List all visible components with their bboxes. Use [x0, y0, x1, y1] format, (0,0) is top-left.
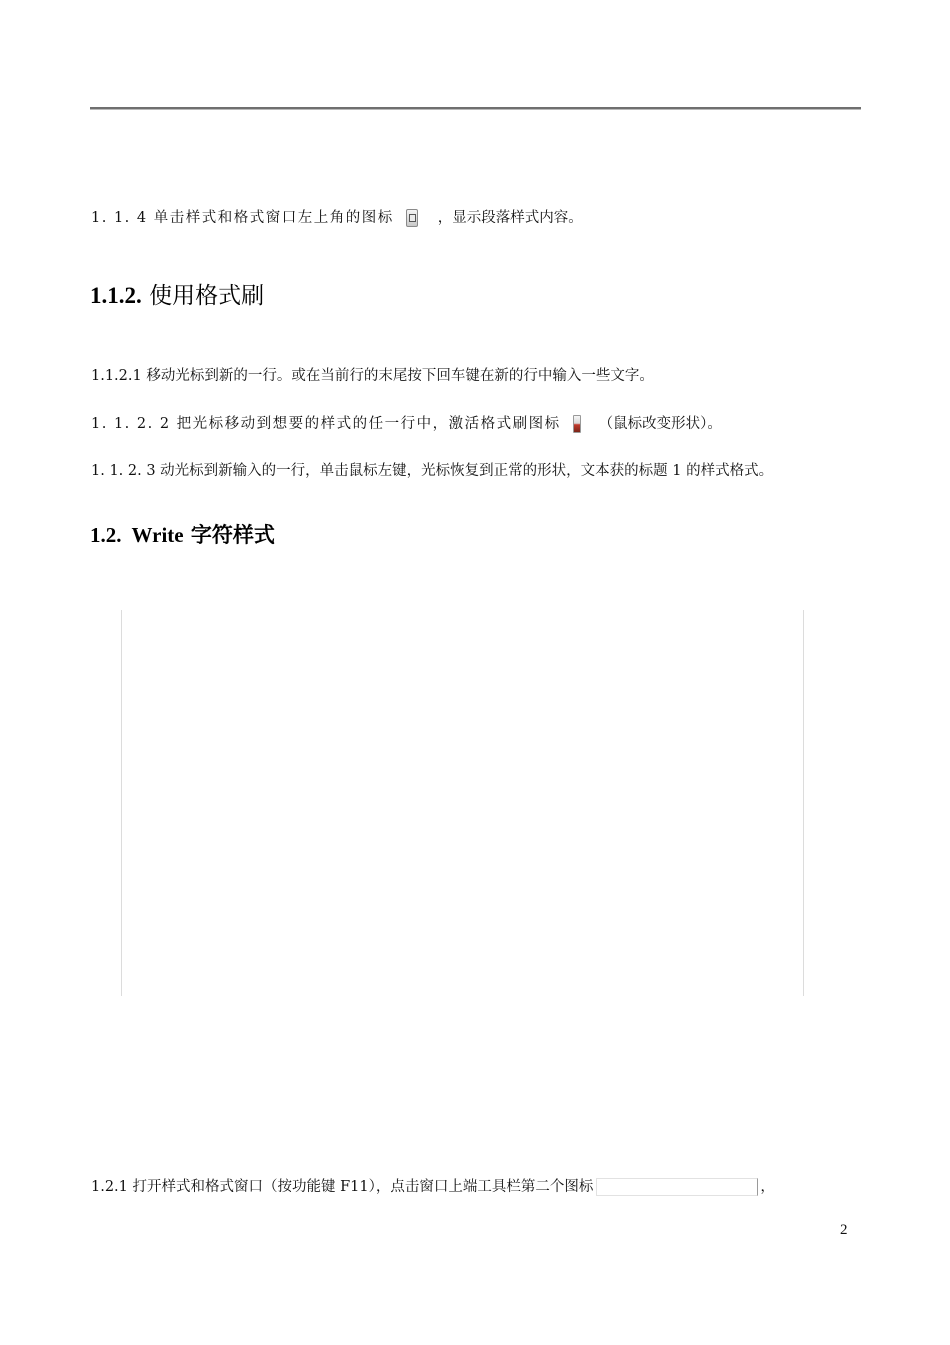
- paragraph-styles-icon: [406, 209, 418, 227]
- page-number: 2: [840, 1222, 848, 1238]
- heading-1-2: [90, 519, 275, 549]
- paragraph-text: 1. 1. 2. 3 动光标到新输入的一行，单击鼠标左键，光标恢复到正常的形状，文本获的标题 1 的样式格式。: [91, 463, 774, 479]
- paragraph-1-2-1: [91, 1177, 775, 1197]
- paragraph-text: 1.2.1 打开样式和格式窗口（按功能键 F11），点击窗口上端工具栏第二个图标: [91, 1179, 594, 1195]
- heading-1-1-2: [90, 277, 264, 310]
- paragraph-text: 1.1.2.1 移动光标到新的一行。或在当前行的末尾按下回车键在新的行中输入一些文字。: [91, 368, 654, 384]
- format-paintbrush-icon: [573, 415, 581, 433]
- heading-text: 字符样式: [183, 523, 275, 547]
- header-rule: [90, 107, 861, 110]
- heading-number: 1.1.2.: [90, 283, 142, 308]
- paragraph-text-end: （鼠标改变形状）。: [598, 416, 722, 432]
- heading-word: Write: [131, 523, 184, 547]
- paragraph-1-1-2-1: [91, 366, 654, 386]
- heading-number: 1.2.: [90, 523, 122, 547]
- paragraph-1-1-4: [91, 208, 583, 228]
- paragraph-text-end: ，: [760, 1179, 775, 1195]
- paragraph-1-1-2-3: [91, 461, 773, 481]
- image-placeholder-frame: [121, 610, 804, 996]
- paragraph-1-1-2-2: [91, 414, 722, 434]
- paragraph-text: 1. 1. 4 单击样式和格式窗口左上角的图标: [91, 210, 394, 226]
- paragraph-text-end: ，显示段落样式内容。: [437, 210, 583, 226]
- paragraph-text: 1. 1. 2. 2 把光标移动到想要的样式的任一行中，激活格式刷图标: [91, 416, 561, 432]
- toolbar-image-placeholder: [596, 1178, 758, 1196]
- heading-text: 使用格式刷: [149, 283, 265, 309]
